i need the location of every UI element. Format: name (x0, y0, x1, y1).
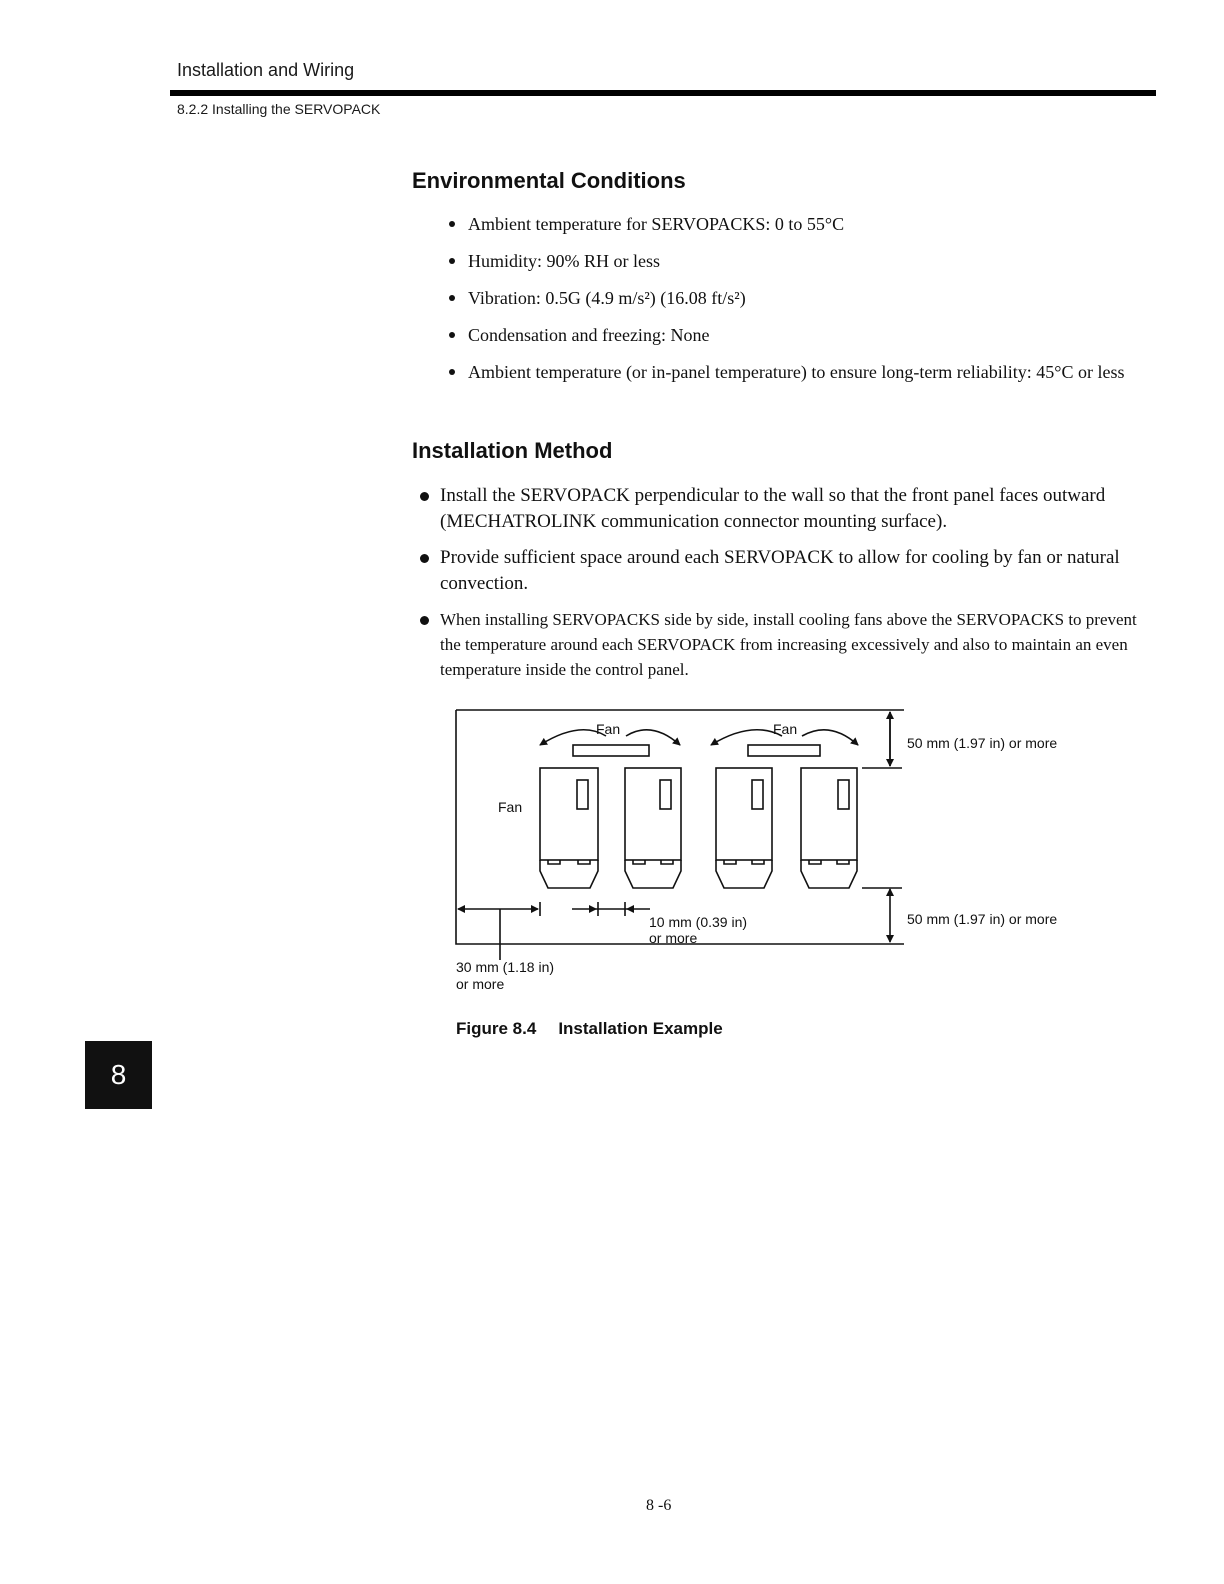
unit-gap-label: 10 mm (0.39 in) (649, 914, 748, 930)
top-clearance-label: 50 mm (1.97 in) or more (907, 735, 1058, 751)
servopack-unit-2 (625, 768, 681, 888)
servopack-unit-4 (801, 768, 857, 888)
fan-label: Fan (596, 721, 621, 737)
page-number: 8 -6 (646, 1497, 672, 1514)
list-item: When installing SERVOPACKS side by side, install cooling fans above the SERVOPACKS to prevent the temperature around each SERVOPACK from increasing excessively and also to maintain an even temperature inside the control panel. (418, 607, 1154, 682)
airflow-arrow (626, 730, 680, 745)
servopack-unit-3 (716, 768, 772, 888)
list-item: Condensation and freezing: None (446, 322, 1156, 348)
fan-label: Fan (498, 799, 523, 815)
list-item: Humidity: 90% RH or less (446, 248, 1156, 274)
airflow-arrow (802, 730, 858, 745)
figure-caption-title: Installation Example (558, 1019, 723, 1038)
servopack-unit-1 (540, 768, 598, 888)
side-clearance-label: 30 mm (1.18 in) (456, 959, 555, 975)
list-item: Ambient temperature for SERVOPACKS: 0 to 55°C (446, 211, 1156, 237)
installation-method-heading: Installation Method (412, 438, 613, 463)
running-header-title: Installation and Wiring (177, 60, 355, 80)
environmental-conditions-heading: Environmental Conditions (412, 168, 686, 193)
chapter-tab: 8 (85, 1041, 152, 1109)
figure-caption-number: Figure 8.4 (456, 1019, 537, 1038)
fan-1 (573, 745, 649, 756)
side-clearance-label: or more (456, 976, 505, 992)
bottom-clearance-label: 50 mm (1.97 in) or more (907, 911, 1058, 927)
airflow-arrow (711, 730, 782, 745)
fan-label: Fan (773, 721, 798, 737)
running-header-section: 8.2.2 Installing the SERVOPACK (177, 101, 381, 117)
top-clearance-dimension (862, 712, 902, 768)
list-item: Install the SERVOPACK perpendicular to the wall so that the front panel faces outward (MECHATROLINK communication connector mounting surface). (418, 483, 1154, 535)
fan-2 (748, 745, 820, 756)
side-clearance-dimension (500, 902, 540, 960)
list-item: Provide sufficient space around each SERVOPACK to allow for cooling by fan or natural convection. (418, 545, 1154, 597)
unit-gap-label: or more (649, 930, 698, 946)
list-item: Ambient temperature (or in-panel temperature) to ensure long-term reliability: 45°C or less (446, 359, 1156, 385)
figure-caption (456, 1019, 723, 1039)
list-item: Vibration: 0.5G (4.9 m/s²) (16.08 ft/s²) (446, 285, 1156, 311)
